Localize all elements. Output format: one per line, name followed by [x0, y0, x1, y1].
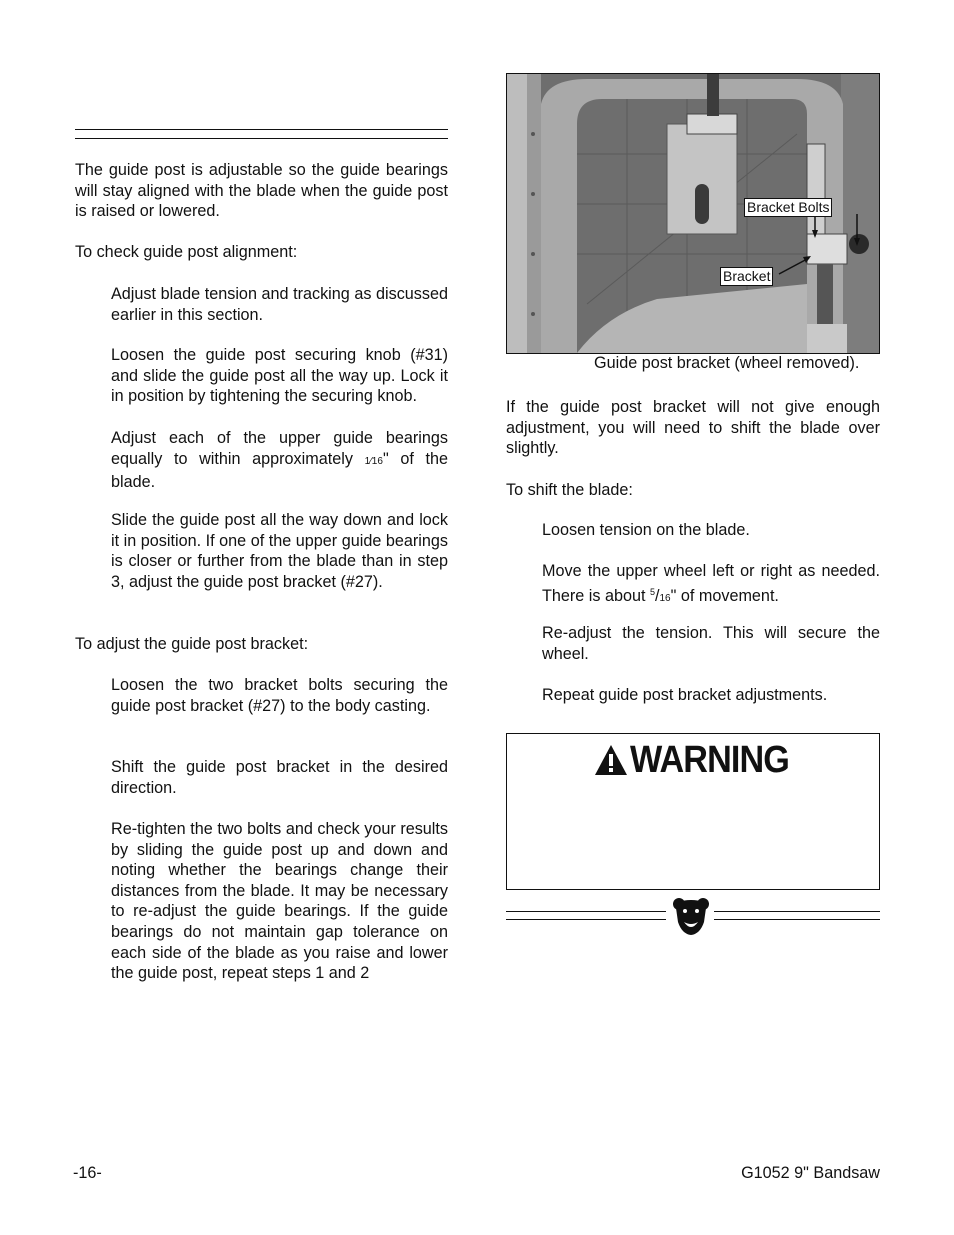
- shift-intro: If the guide post bracket will not give enough adjustment, you will need to shift the blade over slightly.: [506, 398, 880, 458]
- adjust-step-1: Loosen the two bracket bolts securing the guide post bracket (#27) to the body casting.: [111, 676, 448, 715]
- model-name: G1052 9" Bandsaw: [741, 1164, 880, 1182]
- section-rule: [75, 129, 448, 130]
- bottom-rule-right-2: [714, 919, 880, 920]
- section-rule-thin: [75, 138, 448, 139]
- warning-box: [506, 733, 880, 890]
- shift-step-2: Move the upper wheel left or right as needed. There is about $^5$/16" of movement.: [542, 562, 880, 605]
- shift-heading: To shift the blade:: [506, 481, 633, 499]
- adjust-step-2: Shift the guide post bracket in the desired direction.: [111, 758, 448, 797]
- check-step-4: Slide the guide post all the way down and lock it in position. If one of the upper guide bearings is closer or further from the blade than in step 3, adjust the guide post bracket (#27).: [111, 511, 448, 591]
- bracket-bolts-callout: Bracket Bolts: [744, 198, 832, 217]
- warning-triangle-icon: [594, 744, 628, 776]
- bear-logo-icon: [672, 896, 710, 936]
- bottom-rule-left: [506, 911, 666, 912]
- bottom-rule-left-2: [506, 919, 666, 920]
- warning-header: [594, 740, 807, 780]
- page-number: -16-: [73, 1164, 102, 1182]
- check-heading: To check guide post alignment:: [75, 243, 298, 261]
- warning-title: WARNING: [630, 738, 789, 781]
- bottom-rule-right: [714, 911, 880, 912]
- bracket-callout: Bracket: [720, 267, 773, 286]
- intro-paragraph: The guide post is adjustable so the guide bearings will stay aligned with the blade when the guide post is raised or lowered.: [75, 161, 448, 221]
- shift-step-4: Repeat guide post bracket adjustments.: [542, 686, 828, 704]
- check-step-1: Adjust blade tension and tracking as discussed earlier in this section.: [111, 285, 448, 324]
- check-step-2: Loosen the guide post securing knob (#31) and slide the guide post all the way up. Lock it in position by tightening the securing knob.: [111, 346, 448, 406]
- shift-step-3: Re-adjust the tension. This will secure the wheel.: [542, 624, 880, 663]
- bandsaw-photo: [506, 73, 880, 354]
- adjust-heading: To adjust the guide post bracket:: [75, 635, 309, 653]
- figure-caption: Guide post bracket (wheel removed).: [594, 354, 860, 372]
- adjust-step-3: Re-tighten the two bolts and check your results by sliding the guide post up and down and noting whether the bearings change their distances from the blade. It may be necessary to re-adjust the guide bearings. If the guide bearings do not maintain gap tolerance on each side of the blade as you raise and lower the guide post, repeat steps 1 and 2: [111, 820, 448, 983]
- shift-step-1: Loosen tension on the blade.: [542, 521, 750, 539]
- fraction-1-16: 1⁄16: [364, 455, 383, 467]
- check-step-3: Adjust each of the upper guide bearings equally to within approximately 1⁄16" of the blade.: [111, 429, 448, 492]
